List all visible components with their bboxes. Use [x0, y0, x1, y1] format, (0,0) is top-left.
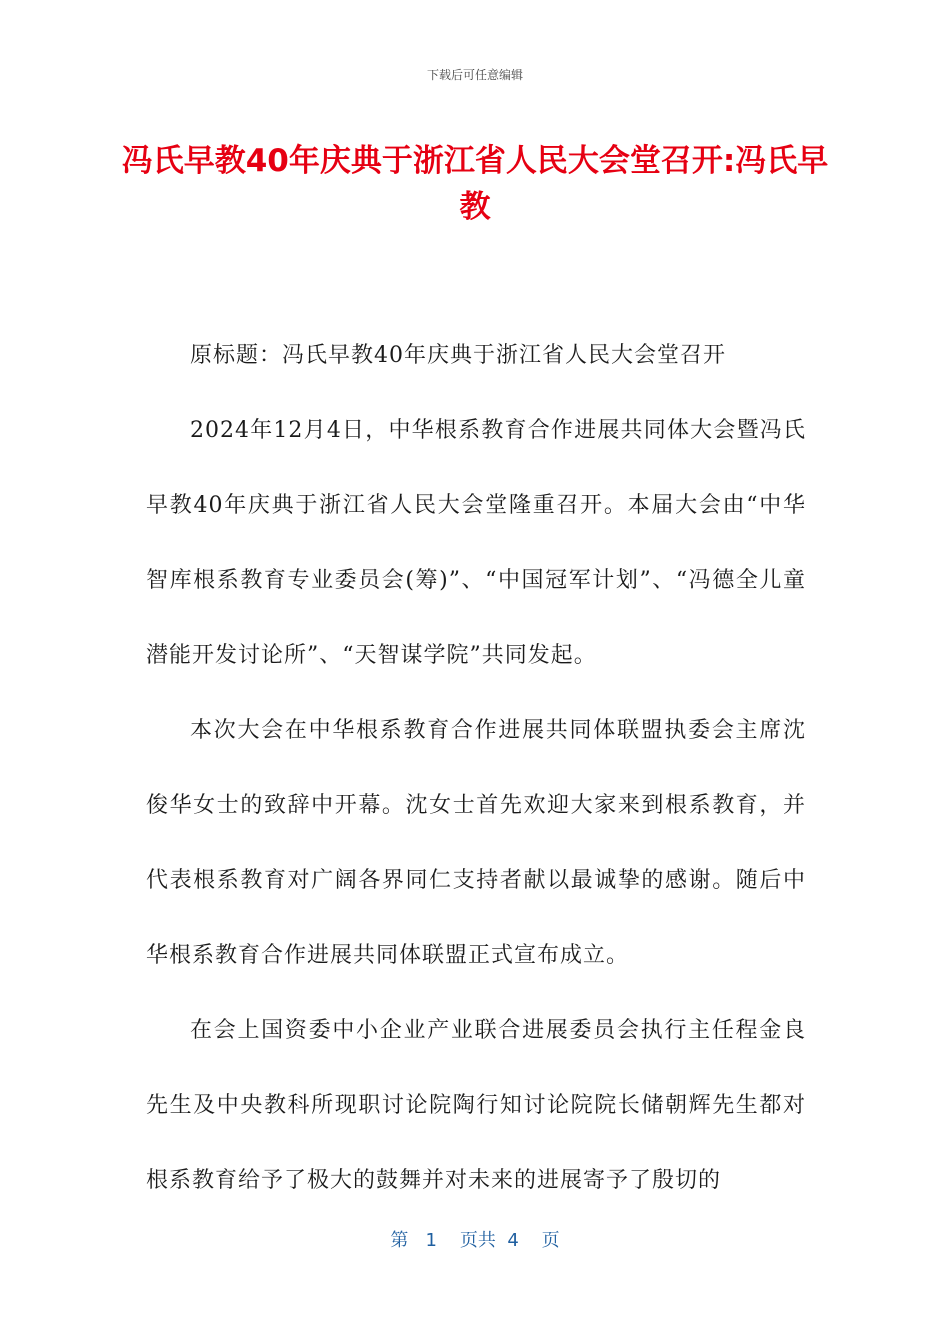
document-title: 冯氏早教40年庆典于浙江省人民大会堂召开:冯氏早教	[121, 143, 829, 225]
footer-middle: 页共	[459, 1230, 496, 1251]
header-note: 下载后可任意编辑	[426, 68, 523, 82]
document-body	[146, 318, 806, 1218]
paragraph-opening: 本次大会在中华根系教育合作进展共同体联盟执委会主席沈俊华女士的致辞中开幕。沈女士首先欢迎大家来到根系教育，并代表根系教育对广阔各界同仁支持者献以最诚挚的感谢。随后中华根系教育合作进展共同体联盟正式宣布成立。	[146, 718, 806, 968]
paragraph-intro: 2024年12月4日，中华根系教育合作进展共同体大会暨冯氏早教40年庆典于浙江省人民大会堂隆重召开。本届大会由“中华智库根系教育专业委员会(筹)”、“中国冠军计划”、“冯德全儿童潜能开发讨论所”、“天智谋学院”共同发起。	[146, 418, 806, 668]
footer-prefix: 第	[390, 1230, 409, 1251]
footer-page-total: 4	[507, 1230, 519, 1251]
paragraph-speakers: 在会上国资委中小企业产业联合进展委员会执行主任程金良先生及中央教科所现职讨论院陶行知讨论院院长储朝辉先生都对根系教育给予了极大的鼓舞并对未来的进展寄予了殷切的	[146, 1018, 806, 1193]
page-footer	[0, 1226, 950, 1252]
paragraph-original-title: 原标题：冯氏早教40年庆典于浙江省人民大会堂召开	[190, 343, 726, 368]
footer-page-current: 1	[425, 1230, 437, 1251]
footer-suffix: 页	[541, 1230, 560, 1251]
